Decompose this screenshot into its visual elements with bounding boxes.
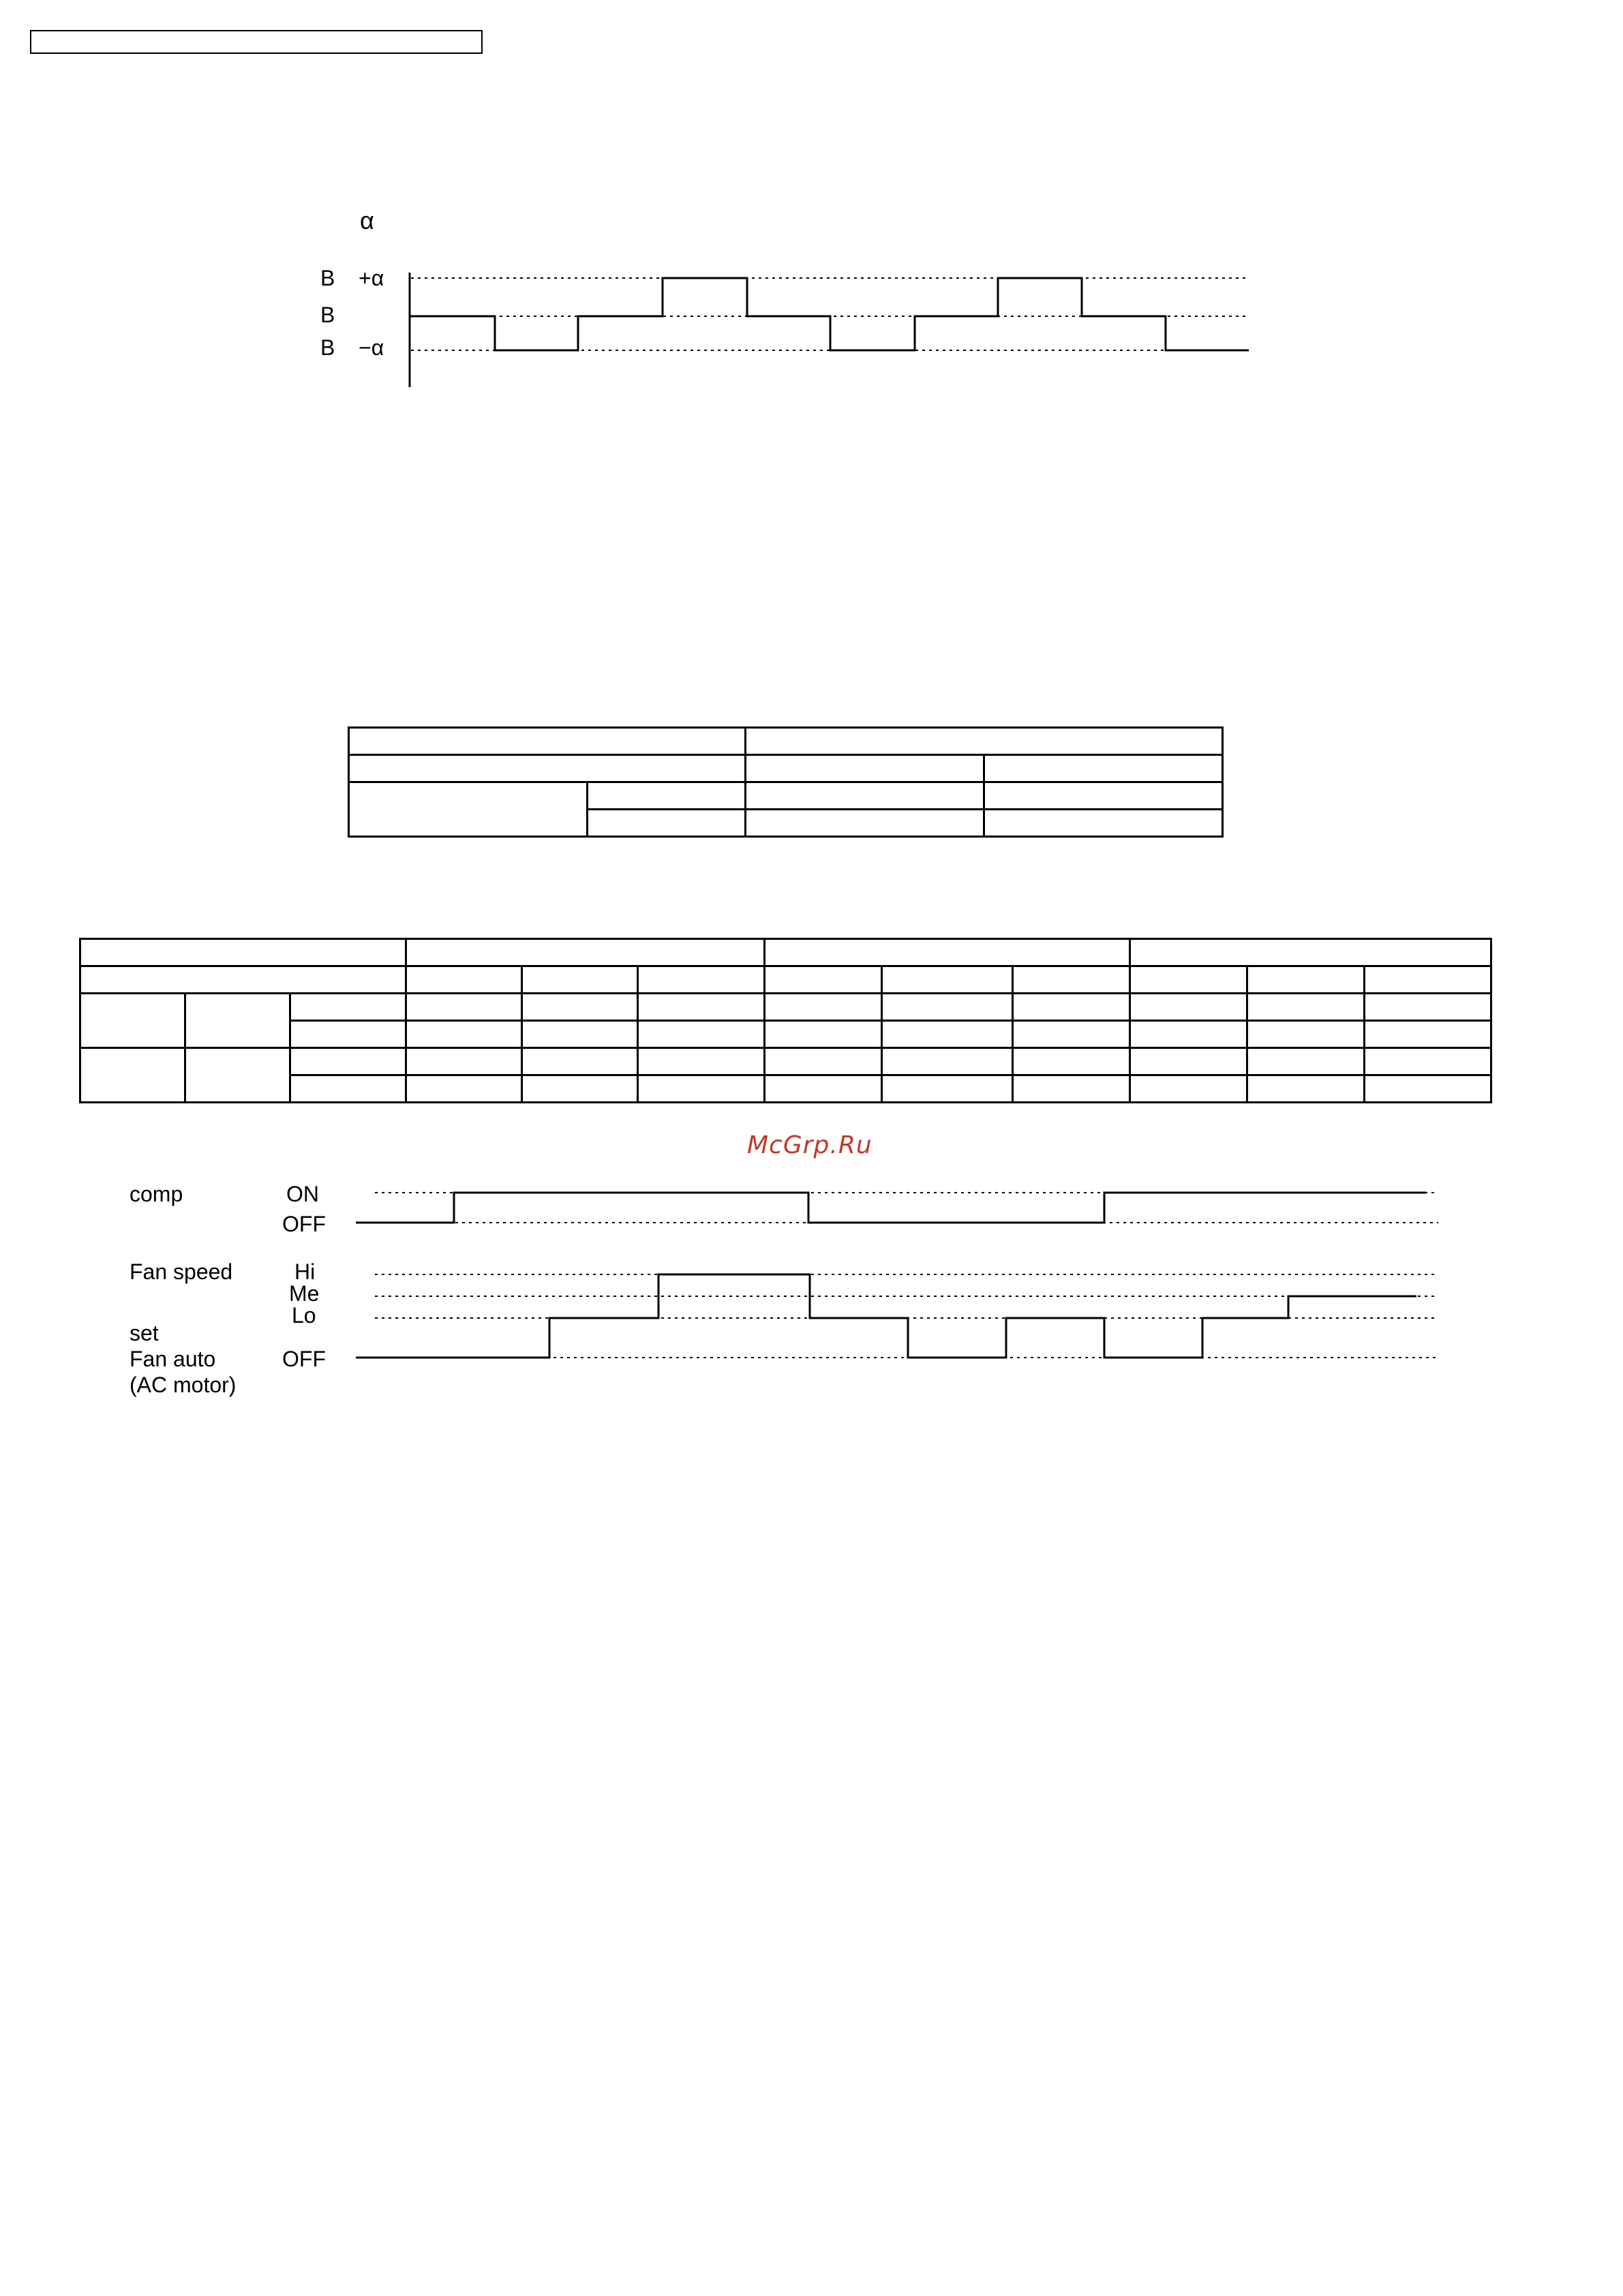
table-cell	[406, 939, 765, 966]
fan-step-waveform	[356, 1274, 1416, 1358]
table-row	[349, 728, 1223, 755]
table-cell	[1247, 1075, 1365, 1103]
table-cell	[1130, 1075, 1247, 1103]
table-cell	[1013, 994, 1130, 1021]
table-cell	[1365, 1021, 1491, 1048]
table-cell	[1130, 939, 1491, 966]
table-cell	[882, 1021, 1013, 1048]
table-cell	[522, 994, 638, 1021]
fan-auto-off-label: OFF	[282, 1347, 326, 1371]
table-cell	[882, 994, 1013, 1021]
table-row	[80, 966, 1491, 994]
table-cell	[406, 1048, 522, 1075]
table-cell	[80, 966, 406, 994]
table-cell	[522, 966, 638, 994]
table-cell	[1365, 1048, 1491, 1075]
table-cell	[1013, 966, 1130, 994]
level-suffix-minus-alpha: −α	[359, 335, 384, 360]
table-cell	[1130, 1021, 1247, 1048]
alpha-band-waveform	[0, 0, 1623, 477]
table-cell	[1365, 994, 1491, 1021]
table-row	[80, 1021, 1491, 1048]
table-cell	[1247, 1048, 1365, 1075]
table-cell	[1247, 994, 1365, 1021]
table-cell	[349, 782, 588, 837]
fan-speed-label: Fan speed	[130, 1259, 233, 1284]
table-cell	[1365, 1075, 1491, 1103]
table-cell	[882, 1048, 1013, 1075]
table-cell	[984, 782, 1223, 810]
table-cell	[638, 1048, 765, 1075]
comp-step-waveform	[356, 1193, 1426, 1223]
table-cell	[1130, 994, 1247, 1021]
table-cell	[638, 1021, 765, 1048]
fan-lo-label: Lo	[292, 1303, 316, 1328]
table-cell	[984, 810, 1223, 837]
table-cell	[765, 1075, 882, 1103]
table-cell	[882, 966, 1013, 994]
table-cell	[765, 939, 1130, 966]
table-cell	[349, 728, 746, 755]
comp-label: comp	[130, 1182, 183, 1206]
level-label-b-minus: B	[320, 335, 335, 360]
table-cell	[588, 810, 746, 837]
comp-fan-waveform	[0, 1159, 1623, 1404]
table-cell	[638, 966, 765, 994]
table-2	[79, 938, 1492, 1103]
table-cell	[882, 1075, 1013, 1103]
table-row	[349, 782, 1223, 810]
table-cell	[290, 994, 406, 1021]
table-cell	[1247, 1021, 1365, 1048]
table-cell	[638, 1075, 765, 1103]
table-row	[349, 755, 1223, 782]
table-cell	[185, 994, 290, 1048]
step-waveform	[410, 278, 1249, 350]
table-cell	[80, 994, 185, 1048]
table-cell	[290, 1075, 406, 1103]
table-row	[80, 1075, 1491, 1103]
alpha-symbol: α	[360, 206, 374, 234]
ac-motor-label: (AC motor)	[130, 1373, 237, 1397]
table-cell	[1013, 1075, 1130, 1103]
fan-auto-label: Fan auto	[130, 1347, 216, 1371]
watermark-text: McGrp.Ru	[747, 1131, 873, 1159]
comp-off-label: OFF	[282, 1212, 326, 1236]
fan-me-label: Me	[289, 1281, 320, 1306]
table-cell	[765, 1048, 882, 1075]
table-cell	[1013, 1021, 1130, 1048]
table-cell	[290, 1048, 406, 1075]
table-cell	[80, 1048, 185, 1103]
table-cell	[406, 1075, 522, 1103]
table-cell	[1130, 966, 1247, 994]
fan-hi-label: Hi	[294, 1259, 316, 1284]
table-cell	[746, 755, 984, 782]
level-label-b: B	[320, 303, 335, 327]
table-cell	[765, 994, 882, 1021]
table-cell	[1130, 1048, 1247, 1075]
table-row	[80, 1048, 1491, 1075]
table-cell	[406, 1021, 522, 1048]
table-cell	[80, 939, 406, 966]
table-row	[80, 994, 1491, 1021]
table-cell	[522, 1021, 638, 1048]
table-cell	[522, 1048, 638, 1075]
table-cell	[185, 1048, 290, 1103]
set-label: set	[130, 1321, 159, 1345]
table-cell	[588, 782, 746, 810]
table-1	[348, 726, 1224, 838]
table-cell	[1013, 1048, 1130, 1075]
table-cell	[638, 994, 765, 1021]
table-cell	[765, 1021, 882, 1048]
table-cell	[349, 755, 746, 782]
table-cell	[290, 1021, 406, 1048]
table-cell	[406, 994, 522, 1021]
comp-on-label: ON	[286, 1182, 319, 1206]
level-label-b-plus: B	[320, 266, 335, 290]
table-cell	[746, 782, 984, 810]
table-row	[80, 939, 1491, 966]
table-cell	[406, 966, 522, 994]
table-cell	[746, 810, 984, 837]
table-cell	[1247, 966, 1365, 994]
level-suffix-plus-alpha: +α	[359, 266, 384, 290]
table-cell	[746, 728, 1223, 755]
table-cell	[522, 1075, 638, 1103]
table-cell	[1365, 966, 1491, 994]
table-cell	[984, 755, 1223, 782]
table-cell	[765, 966, 882, 994]
